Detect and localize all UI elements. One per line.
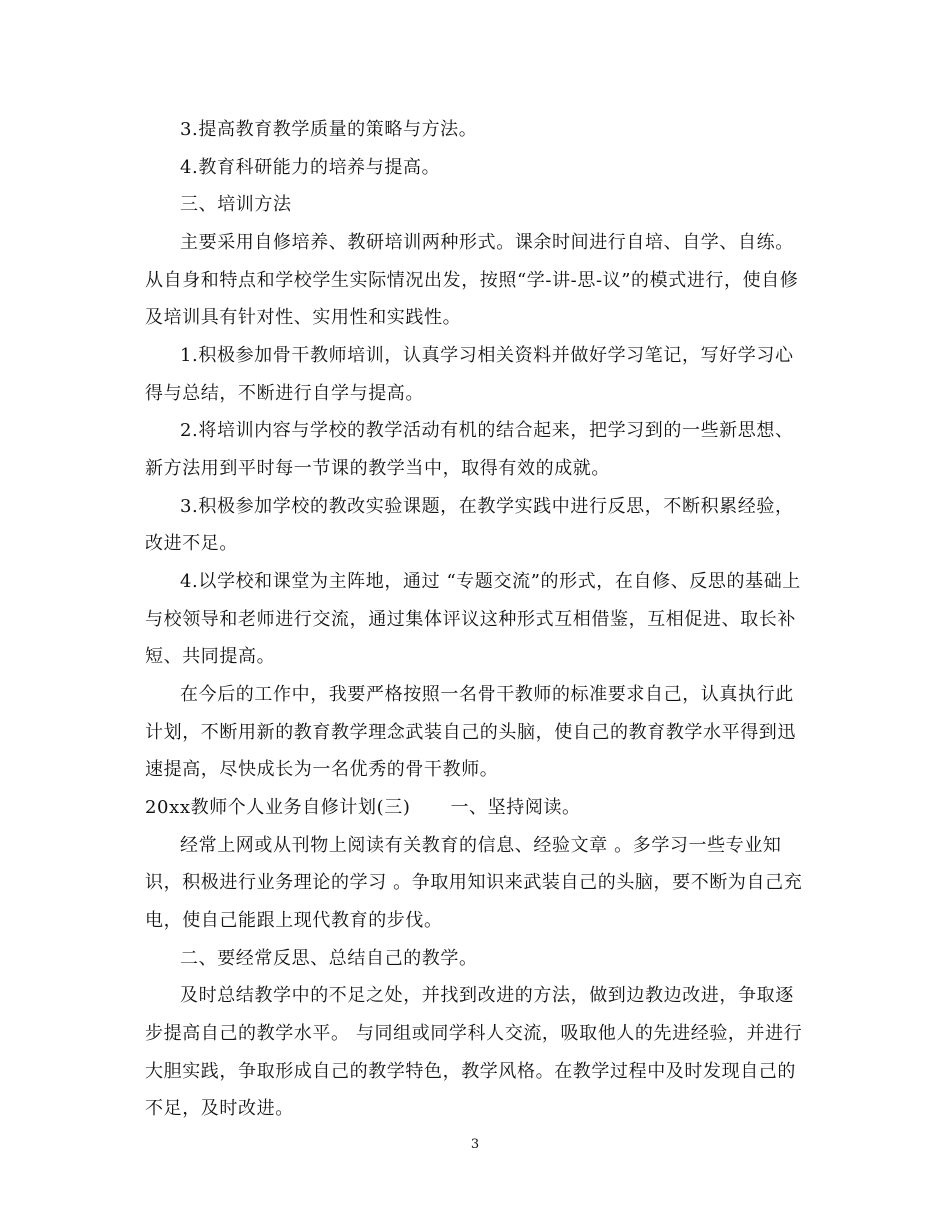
text-line: 经常上网或从刊物上阅读有关教育的信息、经验文章 。多学习一些专业知 (180, 835, 782, 856)
text-line: 电，使自己能跟上现代教育的步伐。 (145, 910, 443, 931)
text-line: 步提高自己的教学水平。 与同组或同学科人交流，吸取他人的先进经验，并进行 (145, 1023, 803, 1044)
text-line: 识，积极进行业务理论的学习 。争取用知识来武装自己的头脑，要不断为自己充 (145, 872, 803, 893)
text-line: 1.积极参加骨干教师培训，认真学习相关资料并做好学习笔记，写好学习心 (180, 345, 794, 366)
text-line: 改进不足。 (145, 533, 238, 554)
text-line: 及培训具有针对性、实用性和实践性。 (145, 307, 462, 328)
text-line: 计划，不断用新的教育教学理念武装自己的头脑，使自己的教育教学水平得到迅 (145, 722, 796, 743)
section-first-item: 一、坚持阅读。 (450, 797, 581, 818)
section-heading: 三、培训方法 (180, 194, 292, 215)
text-line: 从自身和特点和学校学生实际情况出发，按照“学-讲-思-议”的模式进行，使自修 (145, 270, 799, 291)
text-line: 及时总结教学中的不足之处，并找到改进的方法，做到边教边改进，争取逐 (180, 985, 794, 1006)
text-line: 与校领导和老师进行交流，通过集体评议这种形式互相借鉴，互相促进、取长补 (145, 609, 796, 630)
text-line: 得与总结，不断进行自学与提高。 (145, 383, 424, 404)
section-title-line (145, 796, 581, 820)
section-title: 20xx教师个人业务自修计划(三) (145, 797, 411, 818)
text-line: 大胆实践，争取形成自己的教学特色，教学风格。在教学过程中及时发现自己的 (145, 1061, 796, 1082)
text-line: 4.以学校和课堂为主阵地，通过 “专题交流”的形式，在自修、反思的基础上 (180, 571, 801, 592)
text-line: 4.教育科研能力的培养与提高。 (180, 157, 441, 178)
text-line: 主要采用自修培养、教研培训两种形式。课余时间进行自培、自学、自练。 (180, 232, 794, 253)
text-line: 在今后的工作中，我要严格按照一名骨干教师的标准要求自己，认真执行此 (180, 684, 794, 705)
text-line: 短、共同提高。 (145, 646, 276, 667)
text-line: 不足，及时改进。 (145, 1098, 294, 1119)
text-line: 3.积极参加学校的教改实验课题，在教学实践中进行反思，不断积累经验， (180, 496, 794, 517)
text-line: 3.提高教育教学质量的策略与方法。 (180, 119, 478, 140)
text-line: 速提高，尽快成长为一名优秀的骨干教师。 (145, 759, 499, 780)
text-line: 新方法用到平时每一节课的教学当中，取得有效的成就。 (145, 458, 610, 479)
section-heading: 二、要经常反思、总结自己的教学。 (180, 948, 478, 969)
text-line: 2.将培训内容与学校的教学活动有机的结合起来，把学习到的一些新思想、 (180, 420, 794, 441)
page-number: 3 (470, 1137, 480, 1152)
